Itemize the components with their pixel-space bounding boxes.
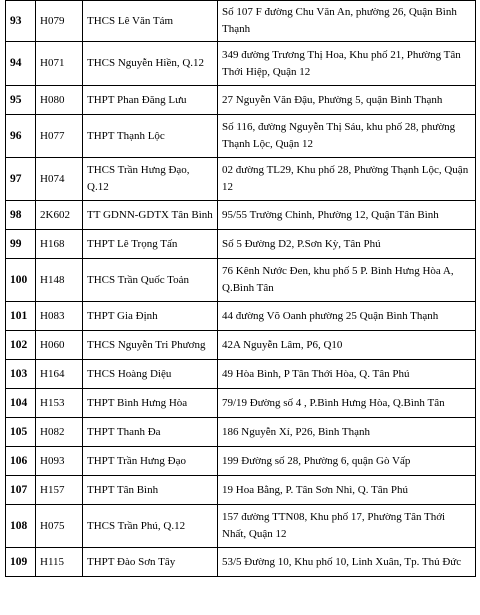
school-code: H115 (36, 548, 83, 577)
school-address: 157 đường TTN08, Khu phố 17, Phường Tân Thới Nhất, Quận 12 (218, 505, 476, 548)
school-address: Số 5 Đường D2, P.Sơn Kỳ, Tân Phú (218, 230, 476, 259)
row-number: 95 (6, 86, 36, 115)
school-code: H082 (36, 418, 83, 447)
school-address: 27 Nguyễn Văn Đậu, Phường 5, quận Bình Thạnh (218, 86, 476, 115)
table-row (6, 42, 476, 86)
row-number: 93 (6, 1, 36, 42)
row-number: 100 (6, 259, 36, 302)
table-body (6, 1, 476, 577)
table-row (6, 331, 476, 360)
school-address: Số 116, đường Nguyễn Thị Sáu, khu phố 28, phường Thạnh Lộc, Quận 12 (218, 115, 476, 158)
row-number: 96 (6, 115, 36, 158)
school-name: THPT Phan Đăng Lưu (83, 86, 218, 115)
school-name: THPT Bình Hưng Hòa (83, 389, 218, 418)
school-code: H157 (36, 476, 83, 505)
school-name: THPT Thạnh Lộc (83, 115, 218, 158)
school-address: 42A Nguyễn Lâm, P6, Q10 (218, 331, 476, 360)
school-address: 49 Hòa Bình, P Tân Thới Hòa, Q. Tân Phú (218, 360, 476, 389)
school-address: 44 đường Võ Oanh phường 25 Quận Bình Thạnh (218, 302, 476, 331)
school-code: 2K602 (36, 201, 83, 230)
row-number: 108 (6, 505, 36, 548)
table-row (6, 1, 476, 42)
school-address: Số 107 F đường Chu Văn An, phường 26, Quận Bình Thạnh (218, 1, 476, 42)
school-address: 53/5 Đường 10, Khu phố 10, Linh Xuân, Tp. Thủ Đức (218, 548, 476, 577)
school-name: THPT Gia Định (83, 302, 218, 331)
row-number: 101 (6, 302, 36, 331)
school-address: 95/55 Trường Chinh, Phường 12, Quận Tân Bình (218, 201, 476, 230)
school-code: H077 (36, 115, 83, 158)
table-row (6, 548, 476, 577)
school-name: THCS Nguyễn Hiền, Q.12 (83, 42, 218, 86)
table-row (6, 418, 476, 447)
row-number: 109 (6, 548, 36, 577)
school-code: H153 (36, 389, 83, 418)
table-row (6, 115, 476, 158)
school-address: 349 đường Trương Thị Hoa, Khu phố 21, Phường Tân Thới Hiệp, Quận 12 (218, 42, 476, 86)
school-name: THCS Lê Văn Tám (83, 1, 218, 42)
row-number: 106 (6, 447, 36, 476)
school-name: THPT Thanh Đa (83, 418, 218, 447)
school-code: H060 (36, 331, 83, 360)
school-address: 76 Kênh Nước Đen, khu phố 5 P. Bình Hưng Hòa A, Q.Bình Tân (218, 259, 476, 302)
school-name: THPT Đào Sơn Tây (83, 548, 218, 577)
table-row (6, 259, 476, 302)
table-row (6, 389, 476, 418)
row-number: 94 (6, 42, 36, 86)
school-code: H164 (36, 360, 83, 389)
table-row (6, 505, 476, 548)
school-name: THCS Trần Phú, Q.12 (83, 505, 218, 548)
table-row (6, 447, 476, 476)
row-number: 105 (6, 418, 36, 447)
table-row (6, 476, 476, 505)
school-code: H168 (36, 230, 83, 259)
school-name: THPT Trần Hưng Đạo (83, 447, 218, 476)
table-row (6, 86, 476, 115)
row-number: 107 (6, 476, 36, 505)
school-name: THPT Lê Trọng Tấn (83, 230, 218, 259)
row-number: 98 (6, 201, 36, 230)
school-code: H093 (36, 447, 83, 476)
school-code: H080 (36, 86, 83, 115)
school-code: H075 (36, 505, 83, 548)
row-number: 97 (6, 158, 36, 201)
school-address: 02 đường TL29, Khu phố 28, Phường Thạnh Lộc, Quận 12 (218, 158, 476, 201)
school-name: TT GDNN-GDTX Tân Bình (83, 201, 218, 230)
school-name: THCS Hoàng Diệu (83, 360, 218, 389)
schools-table (5, 0, 476, 577)
row-number: 99 (6, 230, 36, 259)
row-number: 104 (6, 389, 36, 418)
school-name: THCS Nguyễn Tri Phương (83, 331, 218, 360)
school-address: 199 Đường số 28, Phường 6, quận Gò Vấp (218, 447, 476, 476)
school-name: THCS Trần Hưng Đạo, Q.12 (83, 158, 218, 201)
school-address: 79/19 Đường số 4 , P.Bình Hưng Hòa, Q.Bình Tân (218, 389, 476, 418)
table-row (6, 360, 476, 389)
table-row (6, 158, 476, 201)
school-code: H148 (36, 259, 83, 302)
table-row (6, 230, 476, 259)
row-number: 103 (6, 360, 36, 389)
school-name: THCS Trần Quốc Toản (83, 259, 218, 302)
school-code: H083 (36, 302, 83, 331)
school-code: H074 (36, 158, 83, 201)
school-code: H071 (36, 42, 83, 86)
school-address: 186 Nguyễn Xí, P26, Bình Thạnh (218, 418, 476, 447)
school-address: 19 Hoa Bằng, P. Tân Sơn Nhì, Q. Tân Phú (218, 476, 476, 505)
row-number: 102 (6, 331, 36, 360)
school-code: H079 (36, 1, 83, 42)
school-name: THPT Tân Bình (83, 476, 218, 505)
table-row (6, 201, 476, 230)
table-row (6, 302, 476, 331)
